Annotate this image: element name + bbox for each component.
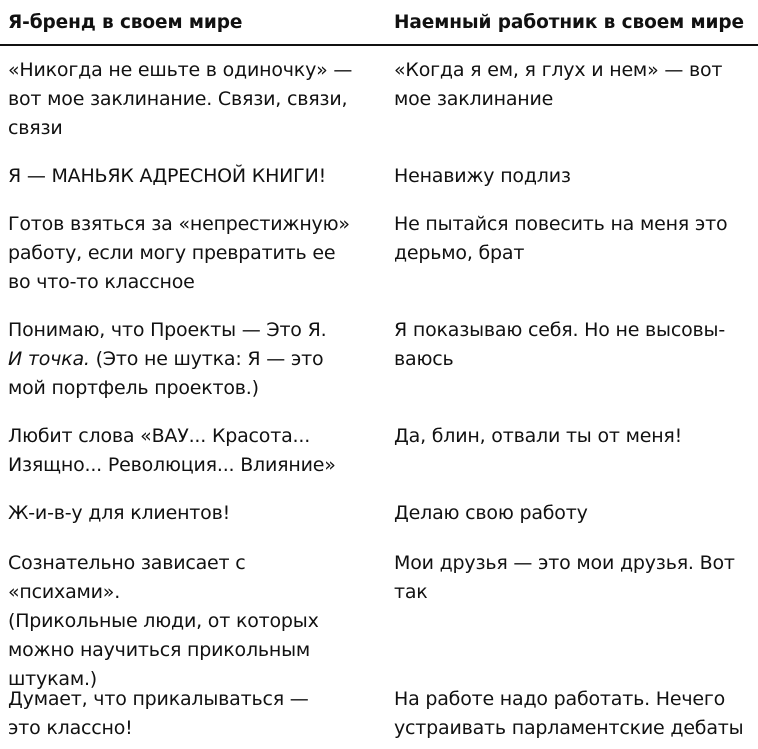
row-left-text-part: Понимаю, что Проекты — Это Я. [8,319,327,341]
table-header [0,0,758,46]
row-right-text: Делаю свою работу [394,502,588,524]
row-right-text: Да, блин, отвали ты от меня! [394,425,683,447]
header-ya-brand: Я-бренд в своем мире [8,12,243,33]
row-left-text: Ж-и-в-у для клиентов! [8,502,231,524]
row-right-text: Мои друзья — это мои друзья. Вот так [394,552,735,603]
row-left-text: Сознательно зависает с «психами». (Прикольные люди, от которых можно научиться прикольным штукам.) [8,552,319,690]
row-left-text: Готов взяться за «непрестижную» работу, если могу превратить ее во что-то классное [8,213,350,293]
row-left-text: Я — МАНЬЯК АДРЕСНОЙ КНИГИ! [8,165,326,187]
row-right-text: На работе надо работать. Нечего устраивать парламентские дебаты [394,688,744,739]
row-right-text: Я показываю себя. Но не высовы- ваюсь [394,319,725,370]
row-right-text: Ненавижу подлиз [394,165,571,187]
header-divider [0,44,758,46]
row-right-text: Не пытайся повесить на меня это дерьмо, брат [394,213,728,264]
row-left-text-part: (Это не шутка: Я — это мой портфель проектов.) [8,348,324,399]
row-left-text: «Никогда не ешьте в одиночку» — вот мое заклинание. Связи, связи, связи [8,59,353,139]
row-left-text: Любит слова «ВАУ... Красота... Изящно... Революция... Влияние» [8,425,336,476]
header-employee: Наемный работник в своем мире [394,12,744,33]
row-right-text: «Когда я ем, я глух и нем» — вот мое заклинание [394,59,723,110]
row-left-text: Думает, что прикалываться — это классно! [8,688,309,739]
row-left-text [8,316,360,403]
row-left-italic-text: И точка. [8,348,90,370]
